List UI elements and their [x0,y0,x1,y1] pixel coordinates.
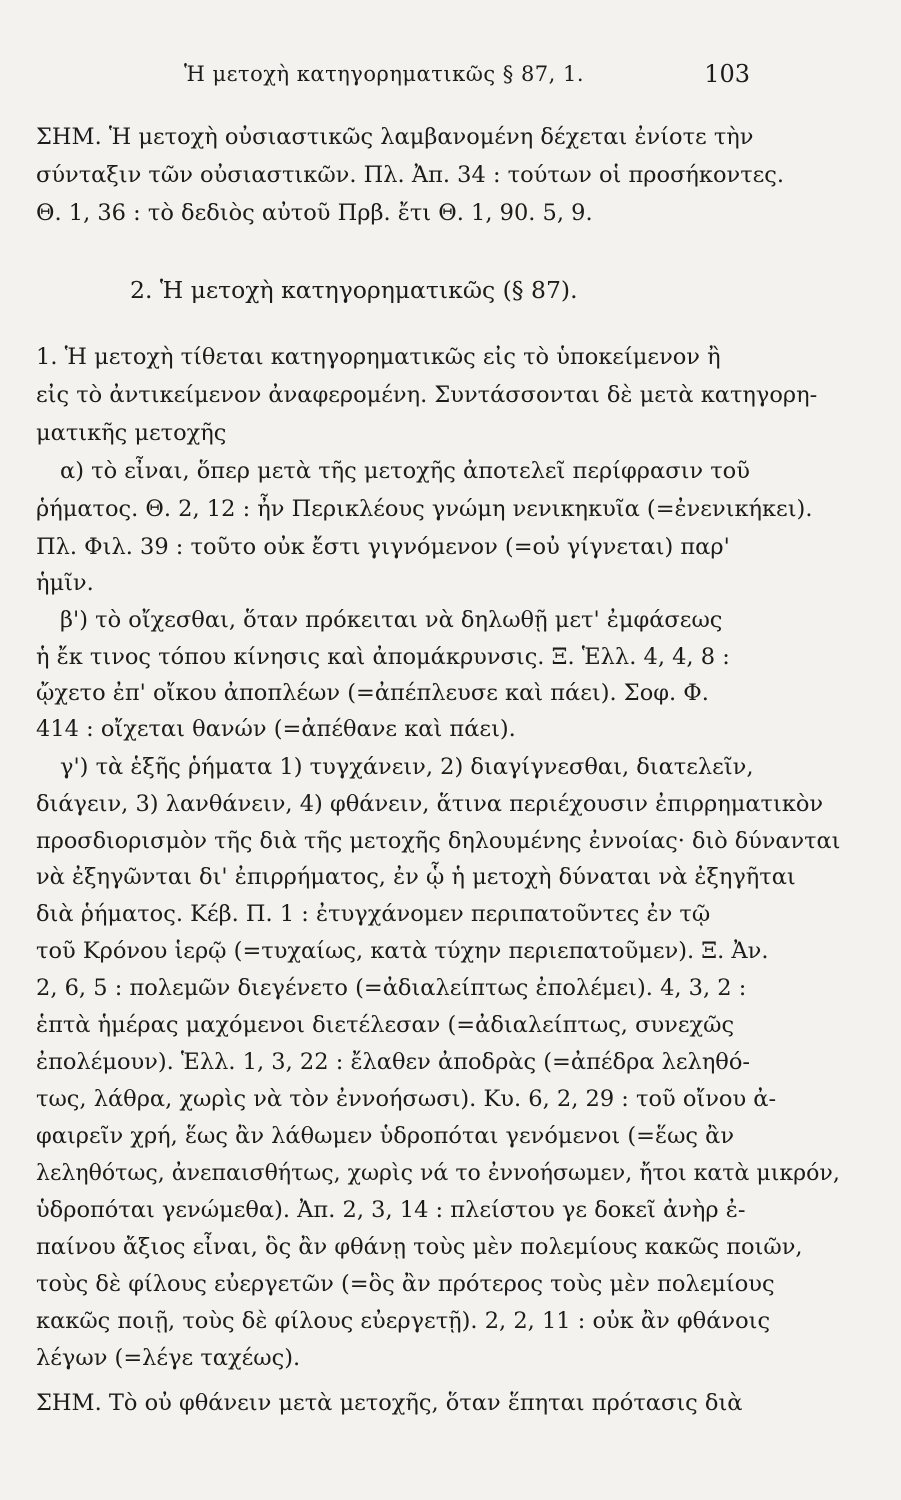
text-line: τοὺς δὲ φίλους εὐεργετῶν (=ὃς ἂν πρότερος τοὺς μὲν πολεμίους [36,1271,775,1297]
text-line: διὰ ῥήματος. Κέβ. Π. 1 : ἐτυγχάνομεν περιπατοῦντες ἐν τῷ [36,901,711,927]
text-line: σύνταξιν τῶν οὐσιαστικῶν. Πλ. Ἀπ. 34 : τούτων οἱ προσήκοντες. [36,162,785,188]
text-line: τοῦ Κρόνου ἱερῷ (=τυχαίως, κατὰ τύχην περιεπατοῦμεν). Ξ. Ἀν. [36,938,769,964]
text-line: Πλ. Φιλ. 39 : τοῦτο οὐκ ἔστι γιγνόμενον (=οὐ γίγνεται) παρ' [36,534,730,560]
text-line: τως, λάθρα, χωρὶς νὰ τὸν ἐννοήσωσι). Κυ. 6, 2, 29 : τοῦ οἴνου ἀ- [36,1086,777,1112]
text-line: 1. Ἡ μετοχὴ τίθεται κατηγορηματικῶς εἰς τὸ ὑποκείμενον ἢ [36,344,721,370]
text-line: ἐπολέμουν). Ἑλλ. 1, 3, 22 : ἔλαθεν ἀποδρὰς (=ἀπέδρα λεληθό- [36,1049,750,1075]
running-header [170,58,750,92]
text-line: ἑπτὰ ἡμέρας μαχόμενοι διετέλεσαν (=ἀδιαλείπτως, συνεχῶς [36,1012,735,1038]
text-line: 2, 6, 5 : πολεμῶν διεγένετο (=ἀδιαλείπτως ἐπολέμει). 4, 3, 2 : [36,975,747,1001]
text-line: γ') τὰ ἑξῆς ῥήματα 1) τυγχάνειν, 2) διαγίγνεσθαι, διατελεῖν, [60,754,754,780]
text-line: ΣΗΜ. Τὸ οὐ φθάνειν μετὰ μετοχῆς, ὅταν ἕπηται πρότασις διὰ [36,1390,743,1416]
text-line: λέγων (=λέγε ταχέως). [36,1345,301,1371]
text-line: ῥήματος. Θ. 2, 12 : ἦν Περικλέους γνώμη νενικηκυῖα (=ἐνενικήκει). [36,496,813,522]
text-line: κακῶς ποιῇ, τοὺς δὲ φίλους εὐεργετῇ). 2, 2, 11 : οὐκ ἂν φθάνοις [36,1308,771,1334]
text-line: α) τὸ εἶναι, ὅπερ μετὰ τῆς μετοχῆς ἀποτελεῖ περίφρασιν τοῦ [60,458,750,484]
text-line: 414 : οἴχεται θανών (=ἀπέθανε καὶ πάει). [36,716,516,742]
text-line: ΣΗΜ. Ἡ μετοχὴ οὐσιαστικῶς λαμβανομένη δέχεται ἐνίοτε τὴν [36,124,754,150]
text-line: νὰ ἐξηγῶνται δι' ἐπιρρήματος, ἐν ᾧ ἡ μετοχὴ δύναται νὰ ἐξηγῆται [36,864,796,890]
text-line: παίνου ἄξιος εἶναι, ὃς ἂν φθάνῃ τοὺς μὲν πολεμίους κακῶς ποιῶν, [36,1234,803,1260]
text-line: εἰς τὸ ἀντικείμενον ἀναφερομένη. Συντάσσονται δὲ μετὰ κατηγορη- [36,382,818,408]
text-line: ᾤχετο ἐπ' οἴκου ἀποπλέων (=ἀπέπλευσε καὶ πάει). Σοφ. Φ. [36,680,709,706]
text-line: ὑδροπόται γενώμεθα). Ἀπ. 2, 3, 14 : πλείστου γε δοκεῖ ἀνὴρ ἐ- [36,1197,746,1223]
text-line: διάγειν, 3) λανθάνειν, 4) φθάνειν, ἅτινα περιέχουσιν ἐπιρρηματικὸν [36,791,824,817]
text-line: ἡ ἔκ τινος τόπου κίνησις καὶ ἀπομάκρυνσις. Ξ. Ἑλλ. 4, 4, 8 : [36,644,730,670]
text-line: ἡμῖν. [36,570,94,596]
text-line: ματικῆς μετοχῆς [36,420,227,446]
text-line: φαιρεῖν χρή, ἕως ἂν λάθωμεν ὑδροπόται γενόμενοι (=ἕως ἂν [36,1123,735,1149]
page-number: 103 [704,60,750,88]
section-heading: 2. Ἡ μετοχὴ κατηγορηματικῶς (§ 87). [130,276,578,304]
text-line: Θ. 1, 36 : τὸ δεδιὸς αὐτοῦ Πρβ. ἔτι Θ. 1, 90. 5, 9. [36,200,593,226]
text-line: β') τὸ οἴχεσθαι, ὅταν πρόκειται νὰ δηλωθῇ μετ' ἐμφάσεως [60,607,723,633]
text-line: λεληθότως, ἀνεπαισθήτως, χωρὶς νά το ἐννοήσωμεν, ἤτοι κατὰ μικρόν, [36,1160,840,1186]
text-line: προσδιορισμὸν τῆς διὰ τῆς μετοχῆς δηλουμένης ἐννοίας· διὸ δύνανται [36,828,841,854]
running-title: Ἡ μετοχὴ κατηγορηματικῶς § 87, 1. [184,62,585,86]
